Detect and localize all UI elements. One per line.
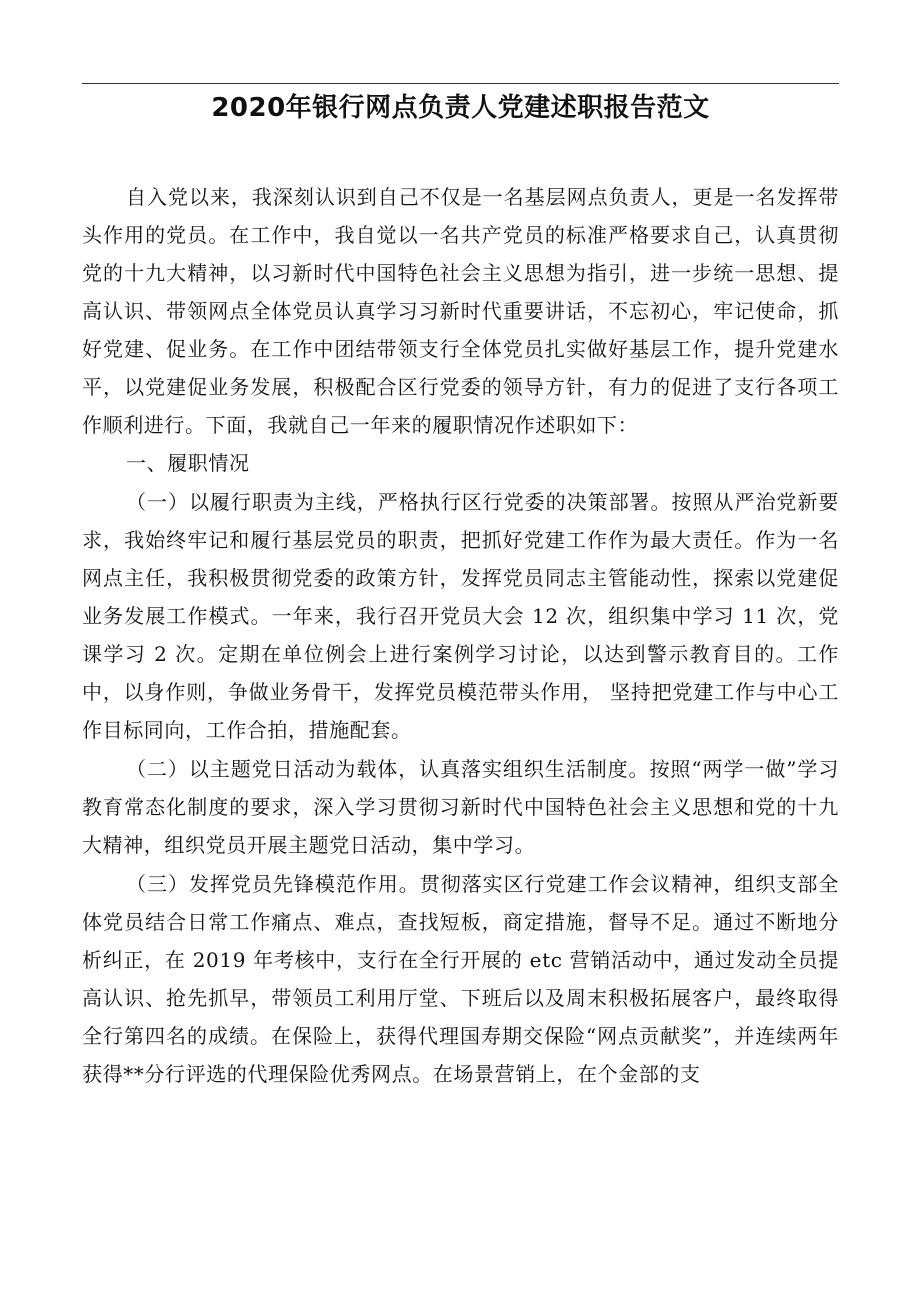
section-heading-duty: 一、履职情况 (126, 451, 250, 475)
subsection-paragraph-3: （三）发挥党员先锋模范作用。贯彻落实区行党建工作会议精神，组织支部全体党员结合日常工作痛点、难点，查找短板，商定措施，督导不足。通过不断地分析纠正，在 2019 年考核中，支行在全行开展的 etc 营销活动中，通过发动全员提高认识、抢先抓早，带领员工利用厅堂、下班后以及周末积极拓展客户，最终取得全行第四名的成绩。在保险上，获得代理国寿期交保险“网点贡献奖”，并连续两年获得**分行评选的代理保险优秀网点。在场景营销上，在个金部的支 (82, 872, 839, 1086)
subsection-paragraph-1: （一）以履行职责为主线，严格执行区行党委的决策部署。按照从严治党新要求，我始终牢记和履行基层党员的职责，把抓好党建工作作为最大责任。作为一名网点主任，我积极贯彻党委的政策方针，发挥党员同志主管能动性，探索以党建促业务发展工作模式。一年来，我行召开党员大会 12 次，组织集中学习 11 次，党课学习 2 次。定期在单位例会上进行案例学习讨论，以达到警示教育目的。工作中，以身作则，争做业务骨干，发挥党员模范带头作用， 坚持把党建工作与中心工作目标同向，工作合拍，措施配套。 (82, 490, 839, 742)
header-rule (82, 83, 839, 84)
intro-paragraph: 自入党以来，我深刻认识到自己不仅是一名基层网点负责人，更是一名发挥带头作用的党员。在工作中，我自觉以一名共产党员的标准严格要求自己，认真贯彻党的十九大精神，以习新时代中国特色社会主义思想为指引，进一步统一思想、提高认识、带领网点全体党员认真学习习新时代重要讲话，不忘初心，牢记使命，抓好党建、促业务。在工作中团结带领支行全体党员扎实做好基层工作，提升党建水平，以党建促业务发展，积极配合区行党委的领导方针，有力的促进了支行各项工作顺利进行。下面，我就自己一年来的履职情况作述职如下： (82, 185, 839, 437)
document-body (82, 178, 839, 1093)
subsection-paragraph-2: （二）以主题党日活动为载体，认真落实组织生活制度。按照“两学一做”学习教育常态化制度的要求，深入学习贯彻习新时代中国特色社会主义思想和党的十九大精神，组织党员开展主题党日活动，集中学习。 (82, 757, 839, 857)
document-title: 2020年银行网点负责人党建述职报告范文 (211, 93, 710, 123)
